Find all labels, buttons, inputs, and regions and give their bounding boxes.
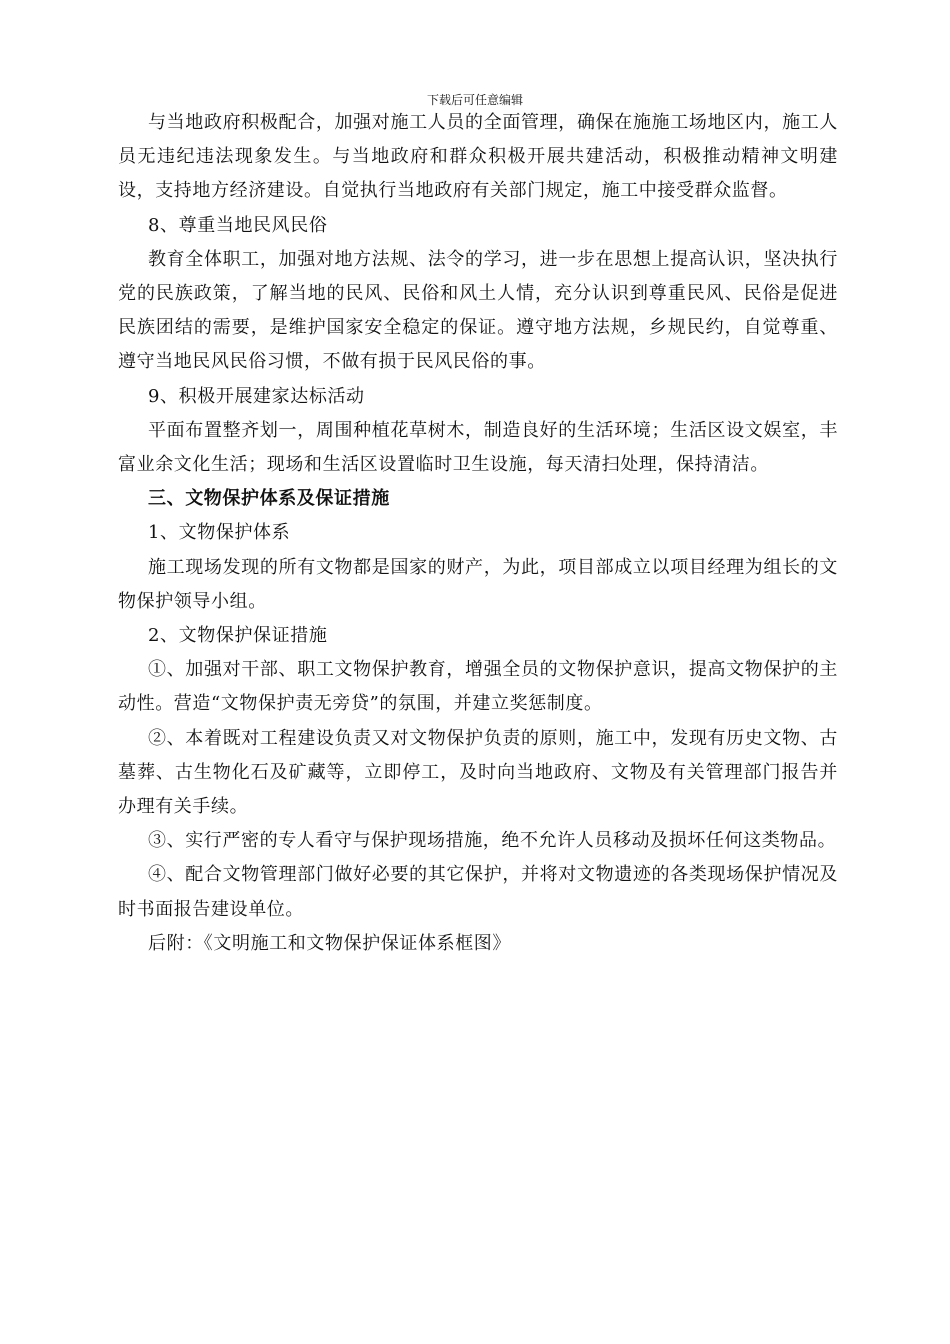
heading-respect-customs: 8、尊重当地民风民俗 bbox=[148, 214, 328, 236]
section-heading-relics: 三、文物保护体系及保证措施 bbox=[148, 488, 390, 510]
heading-relic-measures: 2、文物保护保证措施 bbox=[148, 625, 328, 647]
heading-home-building: 9、积极开展建家达标活动 bbox=[148, 385, 365, 407]
document-body bbox=[118, 106, 838, 961]
paragraph-appendix: 后附：《文明施工和文物保护保证体系框图》 bbox=[148, 932, 511, 954]
paragraph-home-building: 平面布置整齐划一，周围种植花草树木，制造良好的生活环境；生活区设文娱室，丰富业余文化生活；现场和生活区设置临时卫生设施，每天清扫处理，保持清洁。 bbox=[118, 419, 838, 476]
paragraph-measure-3: ③、实行严密的专人看守与保护现场措施，绝不允许人员移动及损坏任何这类物品。 bbox=[148, 830, 837, 852]
paragraph-measure-1: ①、加强对干部、职工文物保护教育，增强全员的文物保护意识，提高文物保护的主动性。营造“文物保护责无旁贷”的氛围，并建立奖惩制度。 bbox=[118, 659, 838, 715]
heading-relic-system: 1、文物保护体系 bbox=[148, 522, 291, 544]
paragraph-local-government: 与当地政府积极配合，加强对施工人员的全面管理，确保在施施工场地区内，施工人员无违纪违法现象发生。与当地政府和群众积极开展共建活动，积极推动精神文明建设，支持地方经济建设。自觉执行当地政府有关部门规定，施工中接受群众监督。 bbox=[118, 112, 838, 202]
paragraph-relic-system: 施工现场发现的所有文物都是国家的财产，为此，项目部成立以项目经理为组长的文物保护领导小组。 bbox=[118, 556, 838, 612]
paragraph-respect-customs: 教育全体职工，加强对地方法规、法令的学习，进一步在思想上提高认识，坚决执行党的民族政策，了解当地的民风、民俗和风土人情，充分认识到尊重民风、民俗是促进民族团结的需要，是维护国家安全稳定的保证。遵守地方法规，乡规民约，自觉尊重、遵守当地民风民俗习惯，不做有损于民风民俗的事。 bbox=[118, 248, 838, 373]
paragraph-measure-2: ②、本着既对工程建设负责又对文物保护负责的原则，施工中，发现有历史文物、古墓葬、古生物化石及矿藏等，立即停工，及时向当地政府、文物及有关管理部门报告并办理有关手续。 bbox=[118, 727, 838, 818]
paragraph-measure-4: ④、配合文物管理部门做好必要的其它保护，并将对文物遗迹的各类现场保护情况及时书面报告建设单位。 bbox=[118, 864, 838, 920]
page-header: 下载后可任意编辑 bbox=[426, 93, 523, 107]
